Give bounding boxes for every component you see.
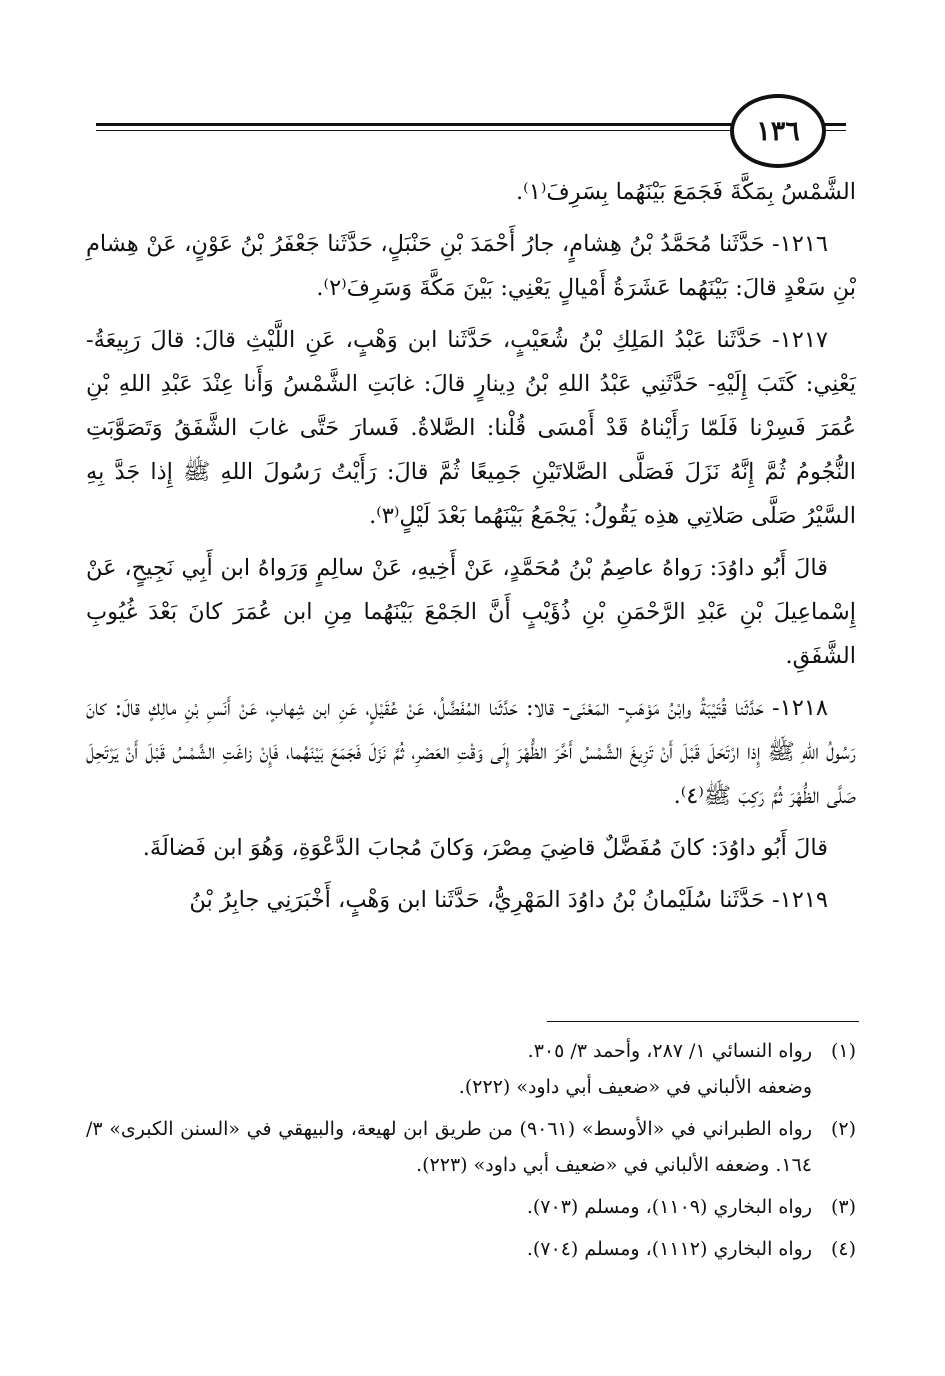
main-text <box>86 170 856 930</box>
footnote-text <box>86 1111 812 1183</box>
abu-dawud-comment: قالَ أَبُو داوُدَ: كانَ مُفَضَّلٌ قاضِيَ مِصْرَ، وَكانَ مُجابَ الدَّعْوَةِ، وَهُوَ ابن فَضالَةَ. <box>142 835 828 861</box>
footnote-line: رواه الطبراني في «الأوسط» (٩٠٦١) من طريق ابن لهيعة، والبيهقي في «السنن الكبرى» ٣/ ١٦٤. وضعفه الألباني في «ضعيف أبي داود» (٢٢٣). <box>86 1118 813 1176</box>
footnote <box>86 1189 856 1225</box>
page-header <box>96 92 846 172</box>
footnote-number: (٢) <box>830 1118 856 1140</box>
footnote <box>86 1231 856 1267</box>
hadith-1216: ١٢١٦- حَدَّثَنا مُحَمَّدُ بْنُ هِشامٍ، جارُ أَحْمَدَ بْنِ حَنْبَلٍ، حَدَّثَنا جَعْفَرُ بْنُ عَوْنٍ، عَنْ هِشامِ بْنِ سَعْدٍ قالَ: بَيْنَهُما عَشَرَةُ أَمْيالٍ يَعْنِي: بَيْنَ مَكَّةَ وَسَرِفَ⁽٢⁾. <box>86 231 856 301</box>
footnote-text <box>86 1231 812 1267</box>
page-number: ١٣٦ <box>730 94 826 168</box>
paragraph: الشَّمْسُ بِمَكَّةَ فَجَمَعَ بَيْنَهُما بِسَرِفَ⁽١⁾. <box>516 179 856 205</box>
hadith-1217: ١٢١٧- حَدَّثَنا عَبْدُ المَلِكِ بْنُ شُعَيْبٍ، حَدَّثَنا ابن وَهْبٍ، عَنِ اللَّيْثِ قالَ: قالَ رَبِيعَةُ- يَعْنِي: كَتَبَ إِلَيْهِ- حَدَّثَنِي عَبْدُ اللهِ بْنُ دِينارٍ قالَ: غابَتِ الشَّمْسُ وَأَنا عِنْدَ عَبْدِ اللهِ بْنِ عُمَرَ فَسِرْنا فَلَمّا رَأَيْناهُ قَدْ أَمْسَى قُلْنا: الصَّلاةُ. فَسارَ حَتَّى غابَ الشَّفَقُ وَتَصَوَّبَتِ النُّجُومُ ثُمَّ إِنَّهُ نَزَلَ فَصَلَّى الصَّلاتَيْنِ جَمِيعًا ثُمَّ قالَ: رَأَيْتُ رَسُولَ اللهِ ﷺ إِذا جَدَّ بِهِ السَّيْرُ صَلَّى صَلاتِي هذِه يَقُولُ: يَجْمَعُ بَيْنَهُما بَعْدَ لَيْلٍ⁽٣⁾. <box>86 327 856 529</box>
footnote-separator <box>547 1021 859 1022</box>
footnote-line: وضعفه الألباني في «ضعيف أبي داود» (٢٢٢). <box>458 1076 812 1098</box>
footnote-text <box>86 1189 812 1225</box>
footnote <box>86 1111 856 1183</box>
footnote <box>86 1033 856 1105</box>
footnotes <box>86 1033 856 1273</box>
abu-dawud-comment: قالَ أَبُو داوُدَ: رَواهُ عاصِمُ بْنُ مُحَمَّدٍ، عَنْ أَخِيهِ، عَنْ سالِمٍ وَرَواهُ ابن أَبِي نَجِيحٍ، عَنْ إِسْماعِيلَ بْنِ عَبْدِ الرَّحْمَنِ بْنِ ذُؤَيْبٍ أَنَّ الجَمْعَ بَيْنَهُما مِنِ ابن عُمَرَ كانَ بَعْدَ غُيُوبِ الشَّفَقِ. <box>86 555 856 669</box>
footnote-line: رواه النسائي ١/ ٢٨٧، وأحمد ٣/ ٣٠٥. <box>527 1040 812 1062</box>
footnote-line: رواه البخاري (١١٠٩)، ومسلم (٧٠٣). <box>526 1196 812 1218</box>
hadith-1218: ١٢١٨- حَدَّثَنا قُتَيْبَةُ وابْنُ مَوْهَبٍ- المَعْنَى- قالا: حَدَّثَنا المُفَضَّلُ، عَنْ عُقَيْلٍ، عَنِ ابن شِهابٍ، عَنْ أَنَسِ بْنِ مالِكٍ قالَ: كانَ رَسُولُ اللهِ ﷺ إِذا ارْتَحَلَ قَبْلَ أَنْ تَزِيغَ الشَّمْسُ أَخَّرَ الظُّهْرَ إِلَى وَقْتِ العَصْرِ، ثُمَّ نَزَلَ فَجَمَعَ بَيْنَهُما، فَإِنْ زاغَتِ الشَّمْسُ قَبْلَ أَنْ يَرْتَحِلَ صَلَّى الظُّهْرَ ثُمَّ رَكِبَ ﷺ⁽٤⁾. <box>86 695 856 809</box>
footnote-text <box>86 1033 812 1105</box>
footnote-number: (٤) <box>830 1238 856 1260</box>
footnote-number: (١) <box>830 1040 856 1062</box>
footnote-line: رواه البخاري (١١١٢)، ومسلم (٧٠٤). <box>526 1238 812 1260</box>
hadith-1219: ١٢١٩- حَدَّثَنا سُلَيْمانُ بْنُ داوُدَ المَهْرِيُّ، حَدَّثَنا ابن وَهْبٍ، أَخْبَرَنِي جابِرُ بْنُ <box>189 887 828 913</box>
footnote-number: (٣) <box>830 1196 856 1218</box>
